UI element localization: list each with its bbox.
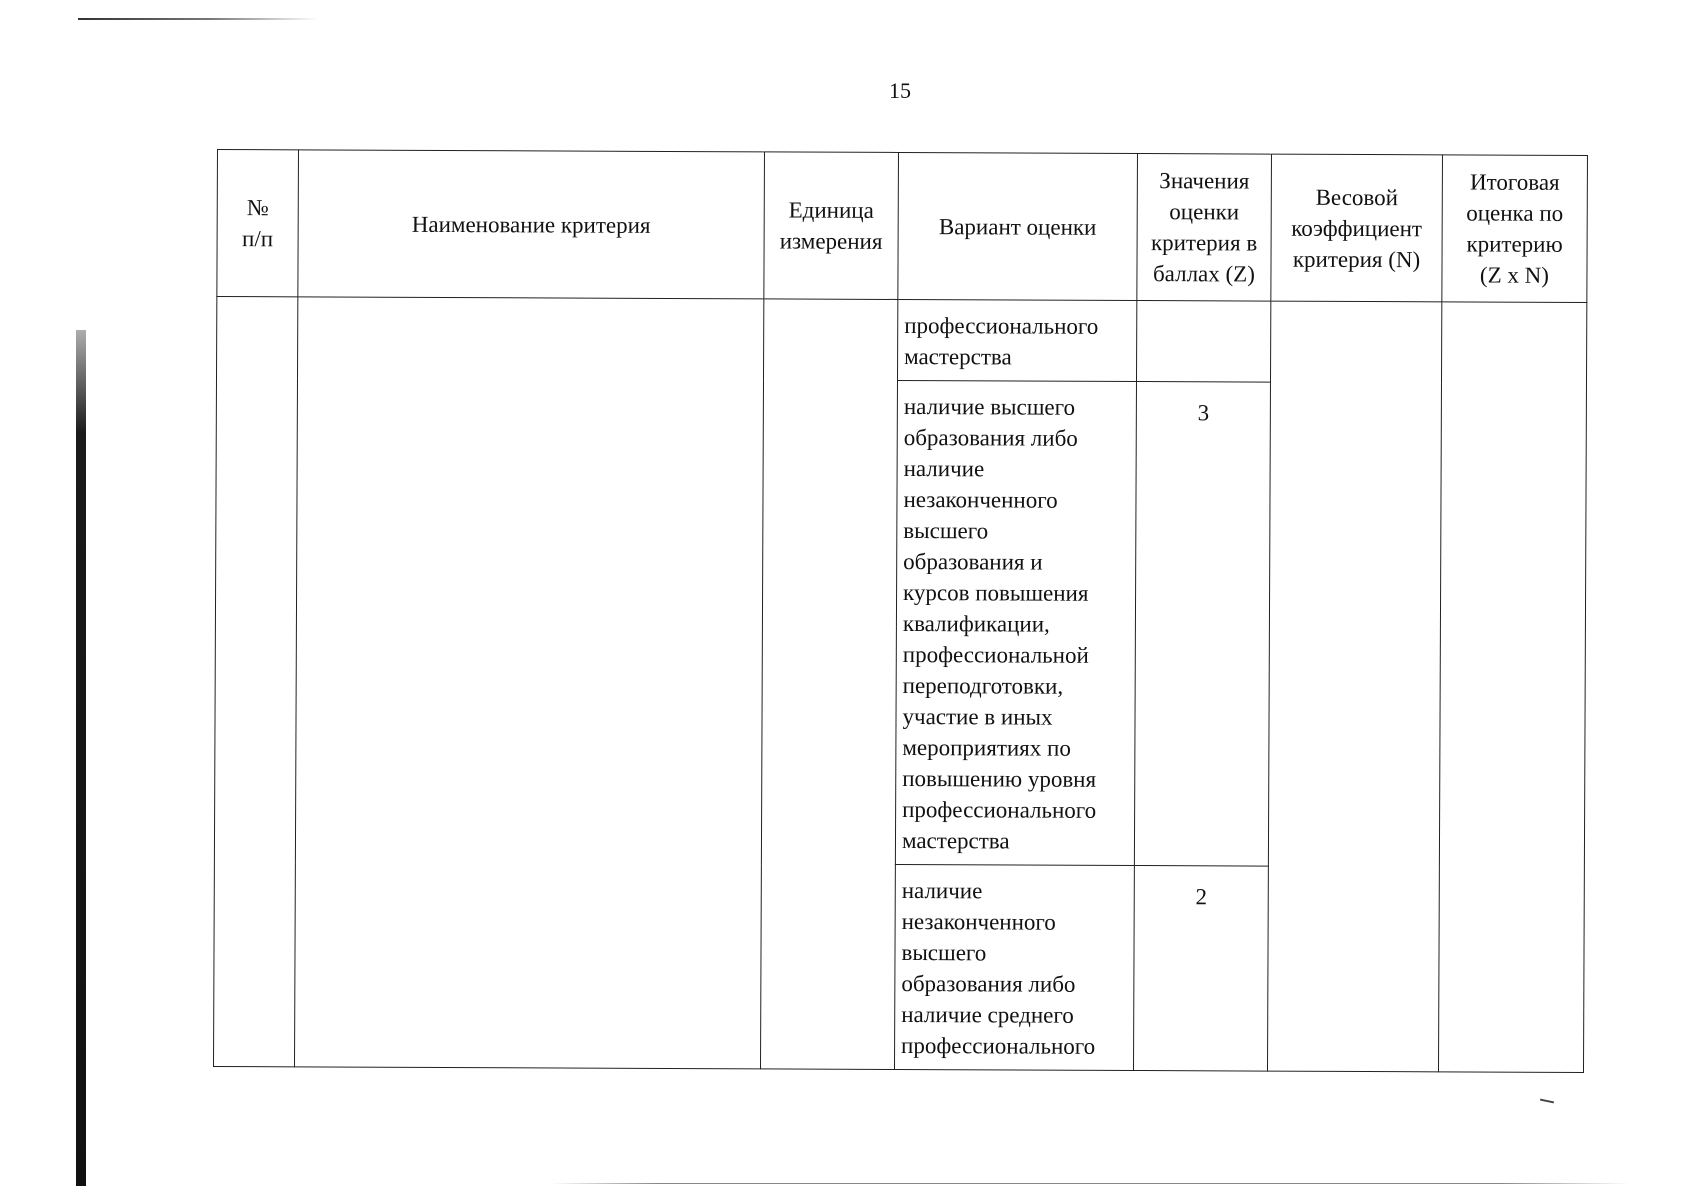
header-score (1137, 154, 1272, 302)
cell-number (213, 297, 297, 1067)
header-criterion-name-text: Наименование критерия (411, 211, 651, 238)
header-unit (764, 152, 899, 300)
cell-variant (895, 380, 1136, 865)
cell-variant (897, 299, 1136, 381)
header-number-text: № п/п (242, 195, 274, 252)
scan-artifact-mark (1540, 1099, 1554, 1104)
criteria-table (213, 149, 1588, 1073)
header-number (217, 150, 299, 297)
page-number: 15 (889, 78, 911, 103)
cell-weight (1267, 301, 1441, 1072)
table-header-row (217, 150, 1588, 303)
score-value: 3 (1197, 400, 1210, 426)
table-row (217, 297, 1587, 384)
variant-text: профессионального мастерства (904, 313, 1099, 370)
header-total (1442, 155, 1588, 303)
cell-unit (760, 299, 897, 1070)
cell-criterion-name (294, 297, 763, 1069)
cell-score (1136, 301, 1270, 383)
cell-total (1438, 302, 1586, 1073)
header-score-text: Значения оценки критерия в баллах (Z) (1150, 168, 1258, 287)
variant-text: наличие незаконченного высшего образования либо наличие среднего профессионального (901, 877, 1096, 1059)
cell-score (1133, 866, 1268, 1072)
scan-artifact-top-line (78, 18, 318, 20)
header-variant (898, 152, 1138, 300)
header-weight-text: Весовой коэффициент критерия (N) (1291, 184, 1423, 272)
scan-artifact-bottom-line (550, 1183, 1630, 1184)
cell-score (1134, 382, 1270, 867)
cell-variant (894, 864, 1134, 1070)
header-variant-text: Вариант оценки (938, 213, 1097, 240)
score-value: 2 (1195, 884, 1208, 910)
variant-text: наличие высшего образования либо наличие незаконченного высшего образования и курсов повышения квалификации, профессиональной переподготовки, участие в иных мероприятиях по повышению уровня профессионального мастерства (901, 393, 1097, 854)
header-criterion-name (298, 150, 765, 299)
scan-artifact-left-edge (76, 330, 86, 1186)
header-weight (1271, 154, 1443, 302)
header-unit-text: Единица измерения (779, 197, 883, 254)
header-total-text: Итоговая оценка по критерию (Z x N) (1466, 169, 1564, 288)
